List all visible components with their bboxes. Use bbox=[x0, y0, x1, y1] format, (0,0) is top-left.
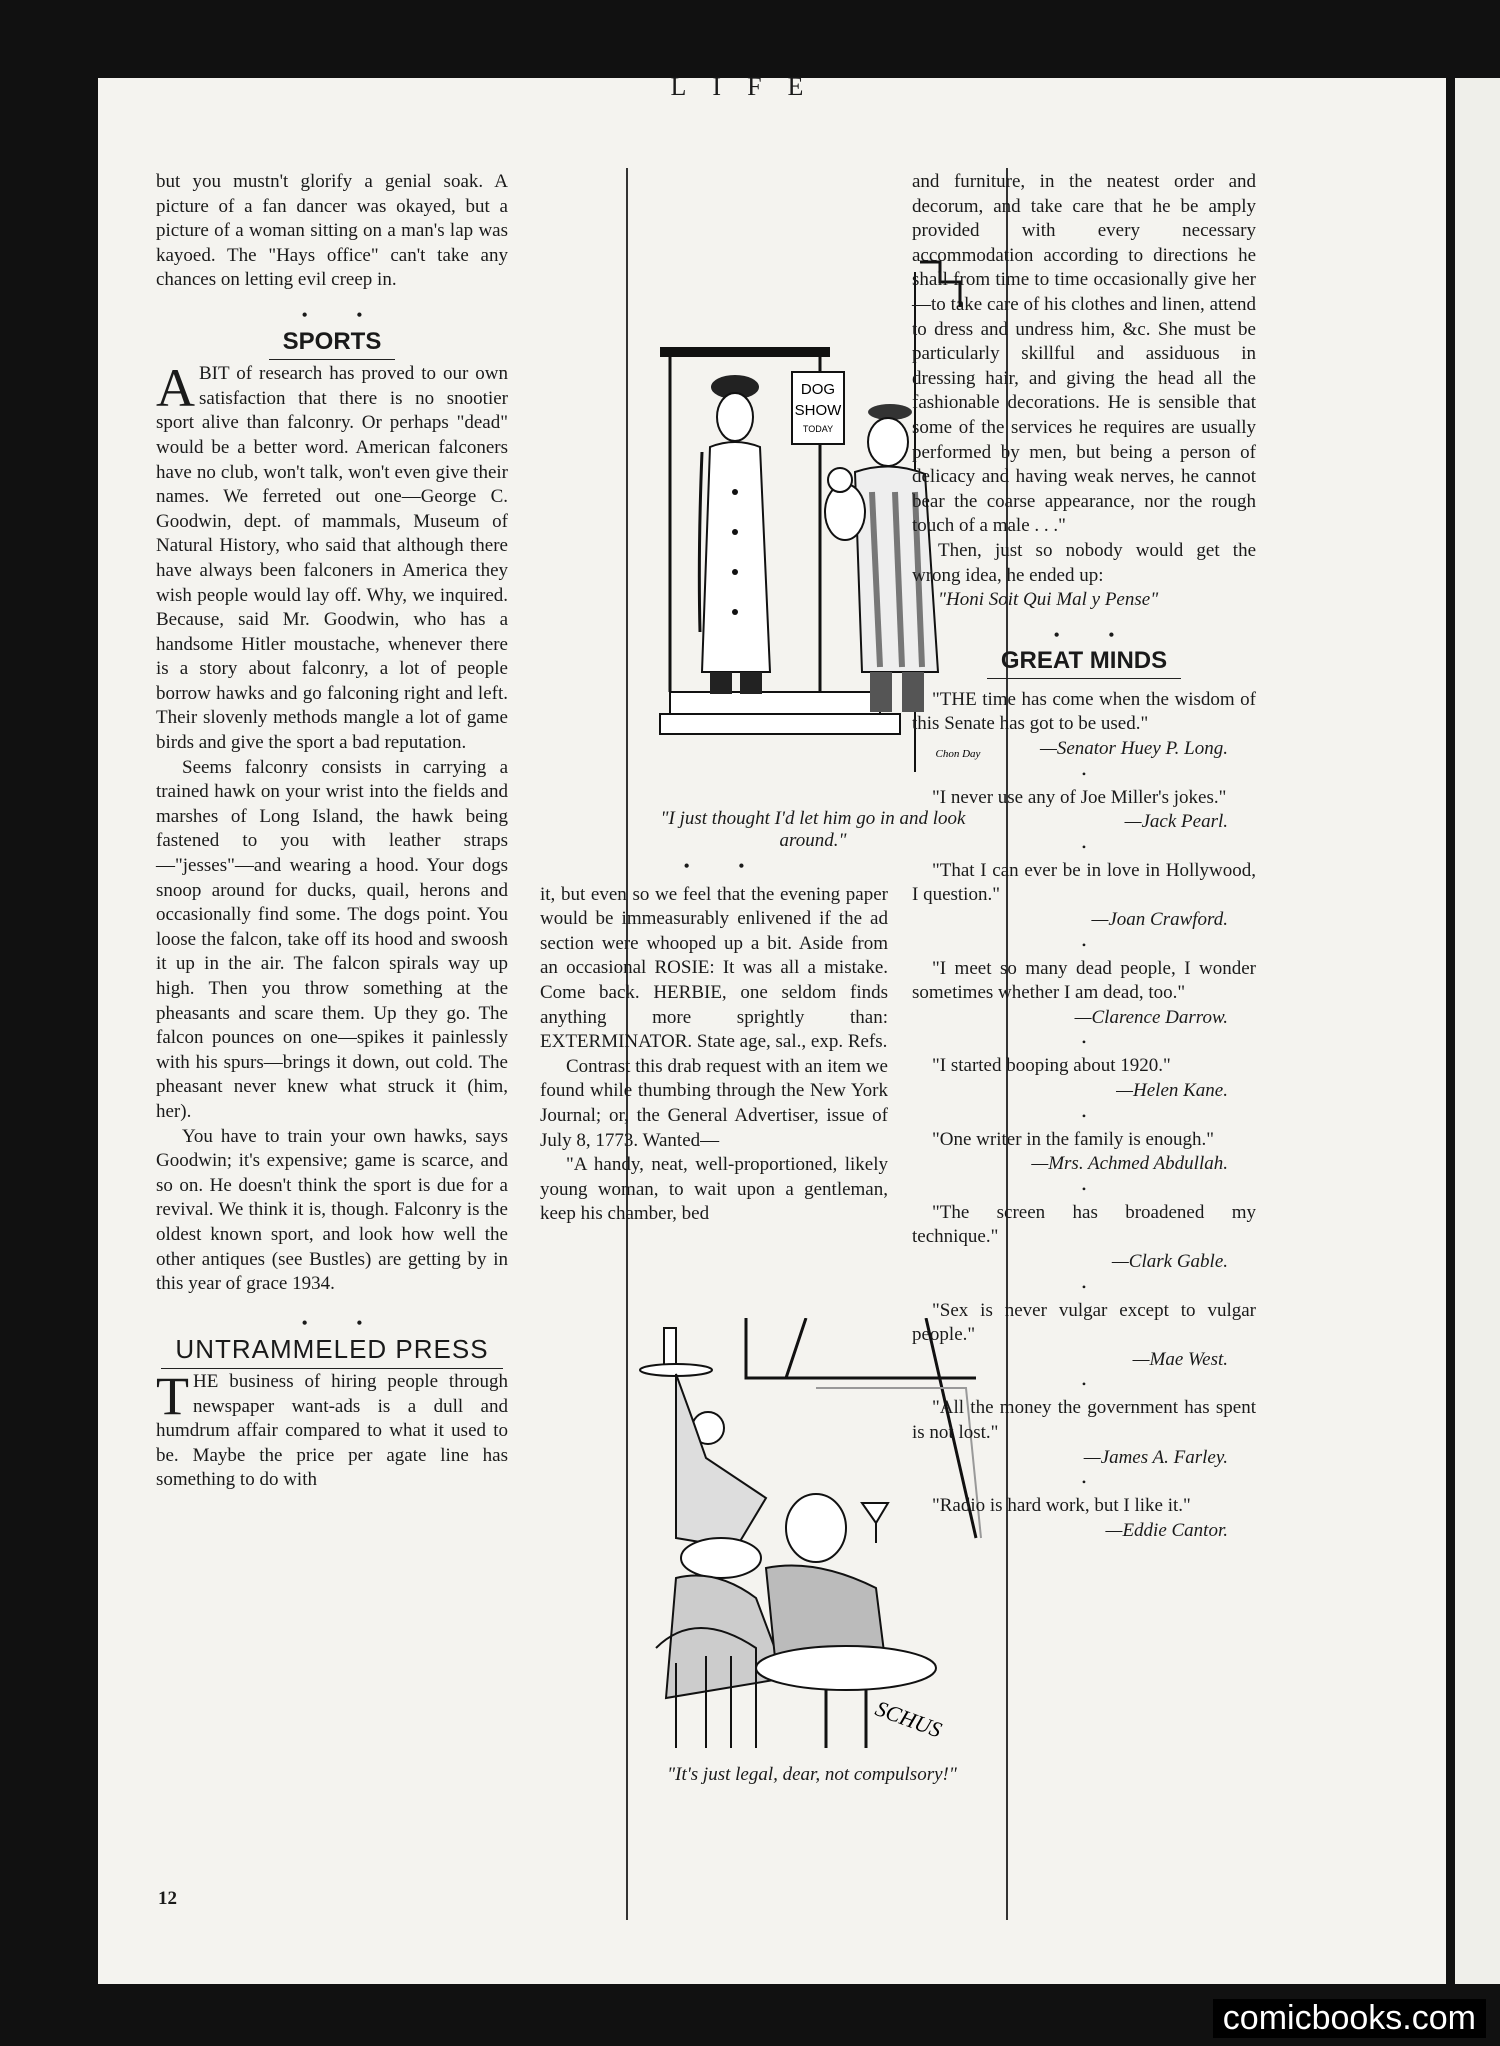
cartoon1-signature: Chon Day bbox=[935, 748, 981, 760]
quote-bullet: • bbox=[1081, 1181, 1087, 1196]
quote-bullet: • bbox=[1081, 1377, 1087, 1392]
quote-bullet: • bbox=[1081, 1279, 1087, 1294]
advert-ending: Then, just so nobody would get the wrong idea, he ended up: bbox=[912, 539, 1256, 586]
quote-text: "I meet so many dead people, I wonder sometimes whether I am dead, too." bbox=[912, 957, 1256, 1004]
section-divider: • • bbox=[301, 1312, 385, 1333]
great-minds-heading: GREAT MINDS bbox=[912, 649, 1256, 674]
quote-text: "Radio is hard work, but I like it." bbox=[932, 1495, 1191, 1517]
quote-text: "Sex is never vulgar except to vulgar people." bbox=[912, 1299, 1256, 1346]
section-divider: • • bbox=[683, 856, 767, 876]
press-paragraph-4: "A handy, neat, well-proportioned, likely young woman, to wait upon a gentleman, keep his chamber, bed bbox=[540, 1154, 888, 1225]
press-paragraph-2: it, but even so we feel that the evening paper would be immeasurably enlivened if the ad section were whooped up a bit. Aside from an occasional ROSIE: It was all a mistake. Come back. HERBIE, one seldom finds anything more sprightly than: EXTERMINATOR. State age, sal., exp. Refs. bbox=[540, 883, 888, 1053]
quote-bullet: • bbox=[1081, 766, 1087, 781]
quote-bullet: • bbox=[1081, 937, 1087, 952]
column-left bbox=[156, 170, 508, 1493]
quote-bullet: • bbox=[1081, 1035, 1087, 1050]
quote-bullet: • bbox=[1081, 1475, 1087, 1490]
sign-line-2: SHOW bbox=[794, 402, 842, 419]
page-number: 12 bbox=[158, 1888, 177, 1909]
quote-bullet: • bbox=[1081, 839, 1087, 854]
advert-continued: and furniture, in the neatest order and decorum, and take care that he be amply provided with every necessary accommodation according to directions he shall from time to time occasionally give her—to take care of his clothes and linen, attend to dress and undress him, &c. She must be particularly skillful and assiduous in dressing hair, and giving the head all the fashionable decorations. He is sensible that some of the services he requires are usually performed by men, but being a person of delicacy and having weak nerves, he cannot bear the coarse appearance, nor the rough touch of a male . . ." bbox=[912, 171, 1256, 537]
quote-text: "One writer in the family is enough." bbox=[932, 1128, 1214, 1150]
sign-line-3: TODAY bbox=[802, 424, 834, 434]
cartoon1-caption: "I just thought I'd let him go in and look around." bbox=[660, 808, 966, 851]
quote-attribution: —Clarence Darrow. bbox=[1074, 1006, 1228, 1028]
quote-bullet: • bbox=[1081, 1108, 1087, 1123]
sports-paragraph-1: ABIT of research has proved to our own satisfaction that there is no snootier sport alive than falconry. Or perhaps "dead" would be a better word. American falconers have no club, won't talk, won't even give their names. We ferreted out one—George C. Goodwin, dept. of mammals, Museum of Natural History, who said that although there have always been falconers in America they wish people would lay off. Why, we inquired. Because, said Mr. Goodwin, who has a handsome Hitler moustache, whenever there is a story about falconry, a lot of people borrow hawks and go falconing right and left. Their slovenly methods mangle a lot of game birds and give the sport a bad reputation. bbox=[156, 358, 508, 754]
quote-attribution: —Eddie Cantor. bbox=[1105, 1519, 1228, 1541]
sign-line-1: DOG bbox=[800, 381, 836, 398]
drop-cap: T bbox=[156, 1365, 189, 1426]
cartoon2-signature: SCHUS bbox=[872, 1695, 946, 1743]
drop-cap: A bbox=[156, 358, 195, 419]
quote-text: "THE time has come when the wisdom of this Senate has got to be used." bbox=[912, 688, 1256, 735]
sports-paragraph-3: You have to train your own hawks, says Goodwin; it's expensive; game is scarce, and so on. He doesn't think the sport is due for a revival. We think it is, though. Falconry is the oldest known sport, and look how well the other antiques (see Bustles) are getting by in this year of grace 1934. bbox=[156, 1125, 508, 1295]
column-right bbox=[912, 170, 1256, 1543]
adjacent-page-edge bbox=[1455, 78, 1500, 1984]
quote-attribution: —Mae West. bbox=[1132, 1348, 1228, 1370]
cartoon2-caption: "It's just legal, dear, not compulsory!" bbox=[667, 1764, 957, 1785]
sports-paragraph-2: Seems falconry consists in carrying a trained hawk on your wrist into the fields and marshes of Long Island, the hawk being fastened to you with leather straps—"jesses"—and wearing a hood. Your dogs snoop around for ducks, quail, herons and occasionally find some. The dogs point. You loose the falcon, take off its hood and swoosh it up in the air. The falcon spirals way up high. Then you throw something at the pheasants and scare them. Up they go. The falcon pounces on one—spikes it painlessly with his spurs—brings it down, out cold. The pheasant never knew what struck it (him, her). bbox=[156, 756, 508, 1122]
quote-attribution: —Joan Crawford. bbox=[1091, 909, 1228, 931]
quote-attribution: —Mrs. Achmed Abdullah. bbox=[1031, 1153, 1228, 1175]
quote-text: "I started booping about 1920." bbox=[932, 1055, 1171, 1077]
press-heading: UNTRAMMELED PRESS bbox=[156, 1337, 508, 1362]
quote-list bbox=[912, 688, 1256, 1543]
sports-heading: SPORTS bbox=[156, 330, 508, 355]
page-header: LIFE bbox=[670, 72, 830, 101]
quote-attribution: —Jack Pearl. bbox=[1124, 811, 1228, 833]
watermark: comicbooks.com bbox=[1213, 1999, 1486, 2038]
quote-text: "All the money the government has spent is not lost." bbox=[912, 1397, 1256, 1443]
press-paragraph-1: THE business of hiring people through newspaper want-ads is a dull and humdrum affair compared to what it used to be. Maybe the price per agate line has something to do with bbox=[156, 1365, 508, 1491]
column-middle bbox=[540, 856, 888, 1227]
quote-text: "I never use any of Joe Miller's jokes." bbox=[932, 786, 1227, 808]
quote-attribution: —Senator Huey P. Long. bbox=[1039, 738, 1228, 760]
quote-attribution: —James A. Farley. bbox=[1083, 1446, 1228, 1468]
section-divider: • • bbox=[1053, 624, 1137, 645]
press-paragraph-3: Contrast this drab request with an item we found while thumbing through the New York Journal; or, the General Advertiser, issue of July 8, 1773. Wanted— bbox=[540, 1055, 888, 1151]
quote-text: "The screen has broadened my technique." bbox=[912, 1201, 1256, 1248]
motto: "Honi Soit Qui Mal y Pense" bbox=[938, 589, 1159, 611]
quote-text: "That I can ever be in love in Hollywood, I question." bbox=[912, 859, 1256, 906]
section-divider: • • bbox=[301, 304, 385, 325]
quote-attribution: —Helen Kane. bbox=[1116, 1080, 1228, 1101]
intro-paragraph: but you mustn't glorify a genial soak. A picture of a fan dancer was okayed, but a picture of a woman sitting on a man's lap was kayoed. The "Hays office" can't take any chances on letting evil creep in. bbox=[156, 171, 508, 291]
quote-attribution: —Clark Gable. bbox=[1111, 1250, 1228, 1272]
